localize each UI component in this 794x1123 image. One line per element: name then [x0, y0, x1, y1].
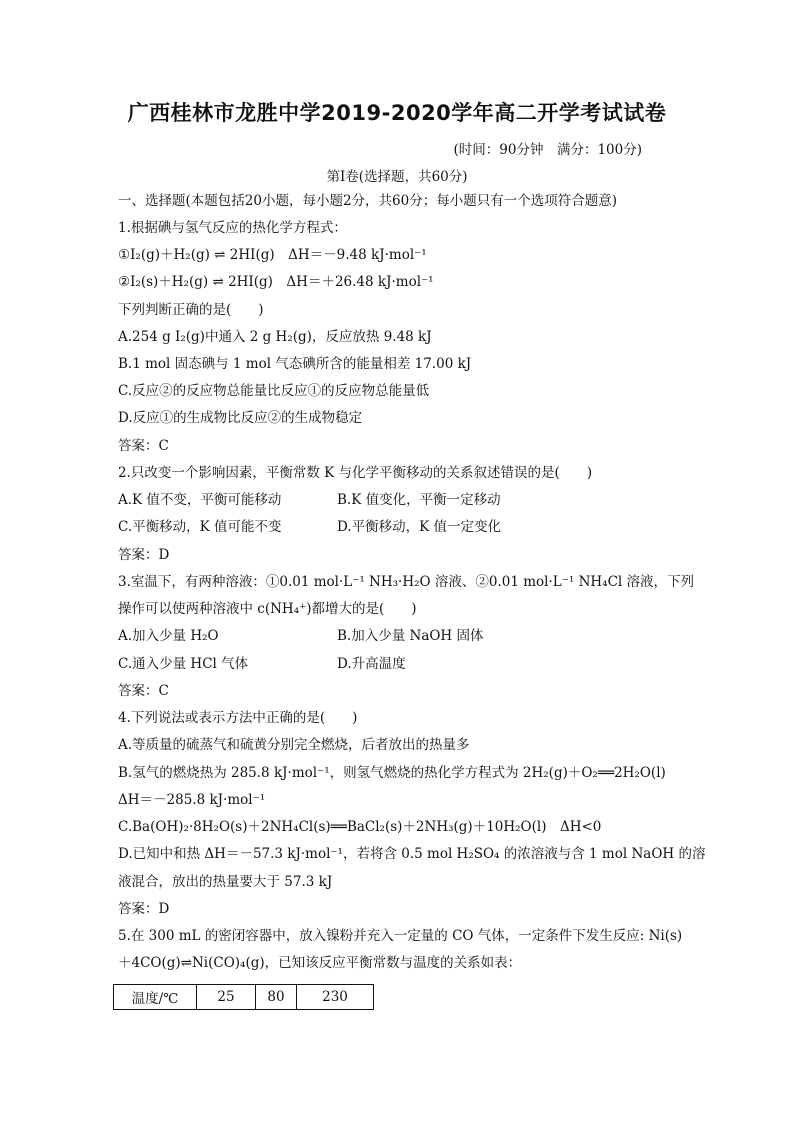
q5-temperature-table: [113, 984, 374, 1010]
q1-option-a: A.254 g I₂(g)中通入 2 g H₂(g)，反应放热 9.48 kJ: [118, 329, 432, 345]
q2-stem: 2.只改变一个影响因素，平衡常数 K 与化学平衡移动的关系叙述错误的是( ): [118, 465, 593, 481]
table-cell: 25: [197, 985, 256, 1010]
q4-option-b-line-2: ΔH＝－285.8 kJ·mol⁻¹: [118, 792, 266, 808]
q1-answer: 答案：C: [118, 438, 169, 454]
section-heading: 第Ⅰ卷(选择题，共60分): [326, 169, 468, 185]
q3-option-b: B.加入少量 NaOH 固体: [337, 628, 484, 644]
q1-prompt: 下列判断正确的是( ): [118, 302, 264, 318]
exam-time-score: (时间：90分钟 满分：100分): [453, 142, 642, 158]
table-cell: 230: [297, 985, 374, 1010]
q3-option-c: C.通入少量 HCl 气体: [118, 656, 249, 672]
q4-answer: 答案：D: [118, 901, 170, 917]
q1-option-c: C.反应②的反应物总能量比反应①的反应物总能量低: [118, 383, 430, 399]
q1-stem: 1.根据碘与氢气反应的热化学方程式：: [118, 220, 347, 236]
q3-stem-line-2: 操作可以使两种溶液中 c(NH₄⁺)都增大的是( ): [118, 601, 417, 617]
exam-title: 广西桂林市龙胜中学2019-2020学年高二开学考试试卷: [127, 101, 667, 125]
q5-stem-line-2: ＋4CO(g)⇌Ni(CO)₄(g)，已知该反应平衡常数与温度的关系如表：: [118, 955, 522, 971]
q1-option-b: B.1 mol 固态碘与 1 mol 气态碘所含的能量相差 17.00 kJ: [118, 356, 472, 372]
q2-option-d: D.平衡移动，K 值一定变化: [337, 519, 502, 535]
q4-option-d-line-2: 液混合，放出的热量要大于 57.3 kJ: [118, 874, 333, 890]
q5-stem-line-1: 5.在 300 mL 的密闭容器中，放入镍粉并充入一定量的 CO 气体，一定条件下发生反应: Ni(s): [118, 928, 683, 944]
part-intro: 一、选择题(本题包括20小题，每小题2分，共60分；每小题只有一个选项符合题意): [118, 193, 617, 209]
table-cell: 80: [256, 985, 297, 1010]
q3-answer: 答案：C: [118, 683, 169, 699]
q1-equation-1: ①I₂(g)＋H₂(g) ⇌ 2HI(g) ΔH＝－9.48 kJ·mol⁻¹: [118, 247, 427, 263]
q2-option-c: C.平衡移动，K 值可能不变: [118, 519, 282, 535]
q1-equation-2: ②I₂(s)＋H₂(g) ⇌ 2HI(g) ΔH＝＋26.48 kJ·mol⁻¹: [118, 274, 434, 290]
table-header-cell: 温度/℃: [114, 985, 197, 1010]
q3-stem-line-1: 3.室温下，有两种溶液：①0.01 mol·L⁻¹ NH₃·H₂O 溶液、②0.01 mol·L⁻¹ NH₄Cl 溶液，下列: [118, 574, 695, 590]
q4-option-a: A.等质量的硫蒸气和硫黄分别完全燃烧，后者放出的热量多: [118, 737, 470, 753]
q2-option-b: B.K 值变化，平衡一定移动: [337, 492, 501, 508]
q4-stem: 4.下列说法或表示方法中正确的是( ): [118, 710, 358, 726]
q3-option-d: D.升高温度: [337, 656, 406, 672]
q2-answer: 答案：D: [118, 547, 170, 563]
q2-option-a: A.K 值不变，平衡可能移动: [118, 492, 282, 508]
q4-option-c: C.Ba(OH)₂·8H₂O(s)＋2NH₄Cl(s)══BaCl₂(s)＋2NH₃(g)＋10H₂O(l) ΔH<0: [118, 819, 602, 835]
q4-option-d-line-1: D.已知中和热 ΔH＝－57.3 kJ·mol⁻¹，若将含 0.5 mol H₂SO₄ 的浓溶液与含 1 mol NaOH 的溶: [118, 846, 706, 862]
table-row: [114, 985, 374, 1010]
q4-option-b-line-1: B.氢气的燃烧热为 285.8 kJ·mol⁻¹，则氢气燃烧的热化学方程式为 2H₂(g)＋O₂══2H₂O(l): [118, 765, 666, 781]
q1-option-d: D.反应①的生成物比反应②的生成物稳定: [118, 410, 363, 426]
q3-option-a: A.加入少量 H₂O: [118, 628, 219, 644]
